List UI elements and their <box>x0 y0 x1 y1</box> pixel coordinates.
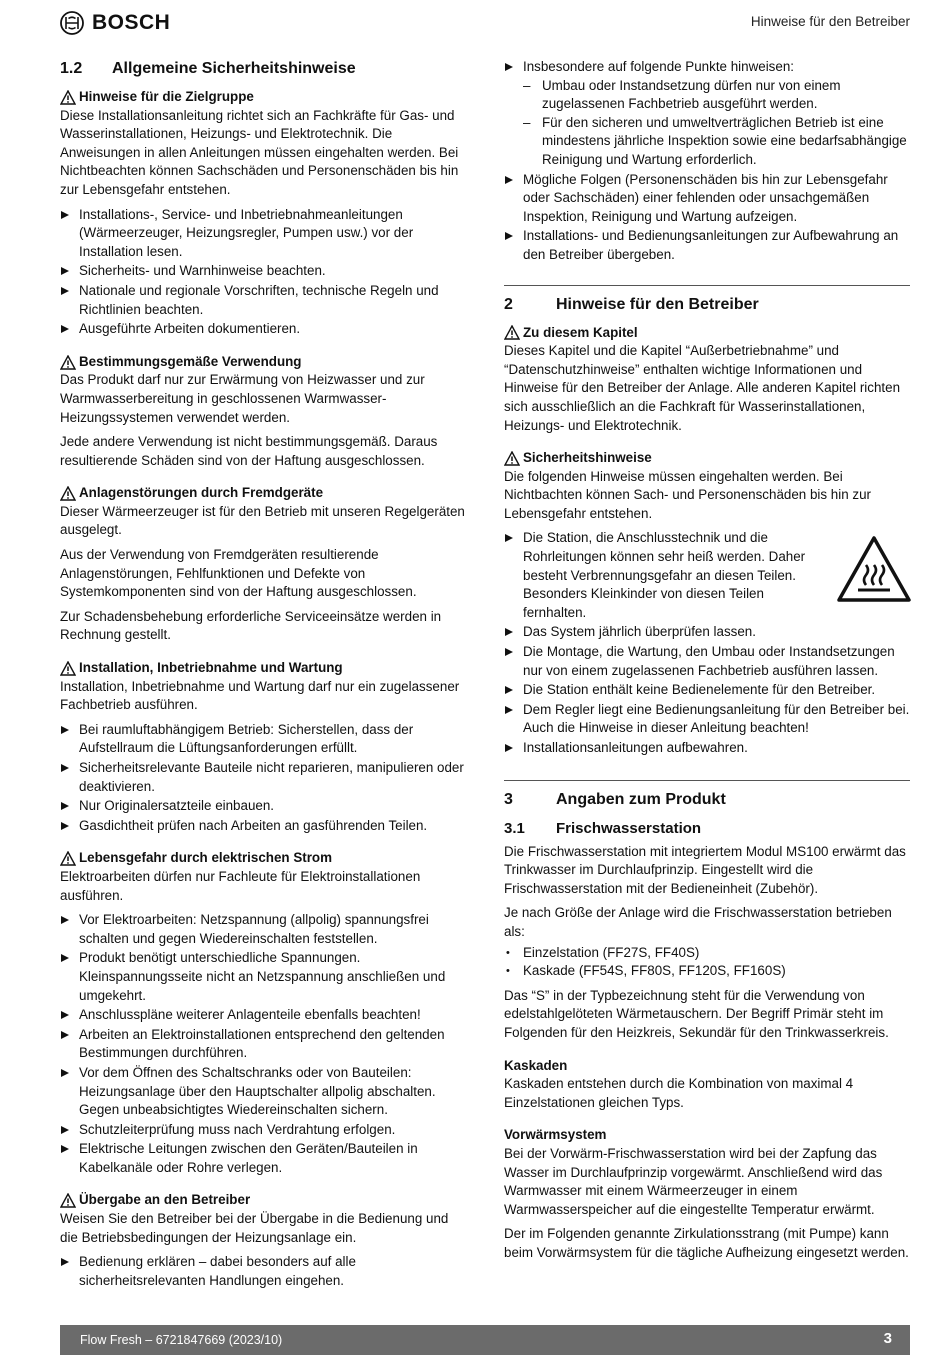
list-item: Dem Regler liegt eine Bedienungsanleitung für den Betreiber bei. Auch die Hinweise in dieser Anleitung beachten! <box>504 701 910 738</box>
warning-triangle-icon <box>60 90 76 105</box>
list-item: Die Station enthält keine Bedienelemente für den Betreiber. <box>504 681 910 700</box>
paragraph: Dieser Wärmeerzeuger ist für den Betrieb mit unseren Regelgeräten ausgelegt. <box>60 503 465 538</box>
list-item: Elektrische Leitungen zwischen den Geräten/Bauteilen in Kabelkanäle oder Rohre verlegen. <box>60 1140 465 1177</box>
warning-triangle-icon <box>504 451 520 466</box>
warning-heading: Lebensgefahr durch elektrischen Strom <box>60 849 465 868</box>
list-item: Vor Elektroarbeiten: Netzspannung (allpolig) spannungsfrei schalten und gegen Wiedereinschalten feststellen. <box>60 911 465 948</box>
list-item: Nur Originalersatzteile einbauen. <box>60 797 465 816</box>
section-heading-2 <box>504 294 910 316</box>
paragraph: Dieses Kapitel und die Kapitel “Außerbetriebnahme” und “Datenschutzhinweise” enthalten wichtige Informationen und Hinweise für den Betreiber der Anlage. Alle anderen Kapitel richten sich ausschließlich an die Fachkraft für Wasserinstallationen, Heizungs- und Elektrotechnik. <box>504 343 901 433</box>
right-column <box>504 58 910 1268</box>
dot-list <box>504 944 910 981</box>
warning-triangle-icon <box>60 851 76 866</box>
list-item: Sicherheitsrelevante Bauteile nicht reparieren, manipulieren oder deaktivieren. <box>60 759 465 796</box>
section-heading-3 <box>504 789 910 811</box>
list-item: • Kaskade (FF54S, FF80S, FF120S, FF160S) <box>504 962 910 981</box>
list-item: Gasdichtheit prüfen nach Arbeiten an gasführenden Teilen. <box>60 817 465 836</box>
list-item: Die Station, die Anschlusstechnik und die Rohrleitungen können sehr heiß werden. Daher besteht Verbrennungsgefahr an diesen Teilen. Besonders Kleinkinder von diesen Teilen fernhalten. <box>504 529 910 622</box>
warning-heading: Zu diesem Kapitel <box>504 324 910 343</box>
warning-triangle-icon <box>60 486 76 501</box>
list-item: Die Montage, die Wartung, den Umbau oder Instandsetzungen nur von einem zugelassenen Fachbetrieb ausführen lassen. <box>504 643 910 680</box>
list-item: • Einzelstation (FF27S, FF40S) <box>504 944 910 963</box>
warning-triangle-icon <box>504 325 520 340</box>
warning-triangle-icon <box>60 355 76 370</box>
section-title: Angaben zum Produkt <box>556 790 726 808</box>
list-item: Installations- und Bedienungsanleitungen zur Aufbewahrung an den Betreiber übergeben. <box>504 227 910 264</box>
bullet-list <box>60 1253 465 1290</box>
paragraph: Kaskaden entstehen durch die Kombination von maximal 4 Einzelstationen gleichen Typs. <box>504 1076 854 1110</box>
paragraph: Aus der Verwendung von Fremdgeräten resultierende Anlagenstörungen, Fehlfunktionen und Defekte von Systemkomponenten sind von der Haftung ausgeschlossen. <box>60 547 417 600</box>
bullet-list <box>60 911 465 1177</box>
dash-list <box>523 77 910 170</box>
list-item: Produkt benötigt unterschiedliche Spannungen. Kleinspannungsseite nicht an Netzspannung anschließen und umgekehrt. <box>60 949 465 1005</box>
subheading-vorwaermsystem: Vorwärmsystem <box>504 1127 607 1143</box>
list-item: Insbesondere auf folgende Punkte hinweisen: – Umbau oder Instandsetzung dürfen nur von einem zugelassenen Fachbetrieb ausgeführt werden. – Für den sicheren und umweltverträglichen Betrieb ist eine mindestens jährliche Inspektion sowie eine bedarfsabhängige Reinigung und Wartung erforderlich. <box>504 58 910 170</box>
paragraph: Diese Installationsanleitung richtet sich an Fachkräfte für Gas- und Wasserinstallationen, Heizungs- und Elektrotechnik. Die Anweisungen in allen Anleitungen müssen eingehalten werden. Bei Nichtbeachten können Sachschäden und Personenschäden bis hin zur Lebensgefahr entstehen. <box>60 107 459 197</box>
dash-item: – Für den sicheren und umweltverträglichen Betrieb ist eine mindestens jährliche Inspektion sowie eine bedarfsabhängige Reinigung und Wartung erforderlich. <box>523 114 910 170</box>
paragraph: Installation, Inbetriebnahme und Wartung darf nur ein zugelassener Fachbetrieb ausführen. <box>60 678 460 713</box>
warning-heading: Sicherheitshinweise <box>504 449 910 468</box>
paragraph: Das “S” in der Typbezeichnung steht für die Verwendung von edelstahlgelöteten Wärmetauschern. Der Begriff Primär steht im Folgenden für den Heizkreis, Sekundär für den Trinkwasserkreis. <box>504 987 889 1040</box>
paragraph: Zur Schadensbehebung erforderliche Serviceeinsätze werden in Rechnung gestellt. <box>60 608 442 643</box>
dash-item: – Umbau oder Instandsetzung dürfen nur von einem zugelassenen Fachbetrieb ausgeführt werden. <box>523 77 910 114</box>
list-item: Nationale und regionale Vorschriften, technische Regeln und Richtlinien beachten. <box>60 282 465 319</box>
page-number: 3 <box>883 1330 892 1347</box>
bullet-list <box>60 206 465 339</box>
warning-heading: Installation, Inbetriebnahme und Wartung <box>60 659 465 678</box>
warning-heading: Bestimmungsgemäße Verwendung <box>60 353 465 372</box>
paragraph: Jede andere Verwendung ist nicht bestimmungsgemäß. Daraus resultierende Schäden sind von der Haftung ausgeschlossen. <box>60 434 438 468</box>
list-item: Sicherheits- und Warnhinweise beachten. <box>60 262 465 281</box>
warning-triangle-icon <box>60 661 76 676</box>
paragraph: Je nach Größe der Anlage wird die Frischwasserstation betrieben als: <box>504 905 892 939</box>
page-header <box>0 0 950 46</box>
paragraph: Der im Folgenden genannte Zirkulationsstrang (mit Pumpe) kann beim Vorwärmsystem für die tägliche Aufheizung eingesetzt werden. <box>504 1226 909 1260</box>
document-id: Flow Fresh – 6721847669 (2023/10) <box>80 1333 283 1347</box>
paragraph: Die folgenden Hinweise müssen eingehalten werden. Bei Nichtbachten können Sach- und Personenschäden bis hin zur Lebensgefahr entstehen. <box>504 468 871 521</box>
section-heading-3-1 <box>504 819 910 839</box>
warning-triangle-icon <box>60 1193 76 1208</box>
bullet-list <box>60 721 465 836</box>
section-number: 3 <box>504 790 513 808</box>
paragraph: Elektroarbeiten dürfen nur Fachleute für Elektroinstallationen ausführen. <box>60 868 421 903</box>
list-item: Bei raumluftabhängigem Betrieb: Sicherstellen, dass der Aufstellraum die Lüftungsanforderungen erfüllt. <box>60 721 465 758</box>
section-number: 3.1 <box>504 819 525 837</box>
section-title: Frischwasserstation <box>556 819 702 837</box>
paragraph: Bei der Vorwärm-Frischwasserstation wird bei der Zapfung das Wasser im Durchlaufprinzip vorgewärmt. Anschließend wird das Warmwasser mit einem Wärmeerzeuger in einem Warmwasserspeicher auf die eingestellte Temperatur erwärmt. <box>504 1145 883 1217</box>
section-heading-1-2 <box>60 58 465 80</box>
subheading-kaskaden: Kaskaden <box>504 1057 568 1073</box>
list-item: Installationsanleitungen aufbewahren. <box>504 739 910 758</box>
bullet-list <box>504 58 910 265</box>
paragraph: Das Produkt darf nur zur Erwärmung von Heizwasser und zur Warmwasserbereitung in geschlossenen Warmwasser-Heizungssystemen verwendet werden. <box>60 372 425 425</box>
list-item: Vor dem Öffnen des Schaltschranks oder von Bauteilen: Heizungsanlage über den Hauptschalter allpolig abschalten. Gegen unbeabsichtigtes Wiedereinschalten sichern. <box>60 1064 465 1120</box>
bosch-armature-icon <box>60 11 84 35</box>
running-header: Hinweise für den Betreiber <box>750 14 910 29</box>
section-number: 2 <box>504 295 513 313</box>
list-item: Das System jährlich überprüfen lassen. <box>504 623 910 642</box>
brand-name: BOSCH <box>92 10 171 34</box>
section-title: Allgemeine Sicherheitshinweise <box>112 60 356 77</box>
brand-logo <box>60 10 170 36</box>
list-item: Ausgeführte Arbeiten dokumentieren. <box>60 320 465 339</box>
warning-heading: Hinweise für die Zielgruppe <box>60 88 465 107</box>
list-item: Anschlusspläne weiterer Anlagenteile ebenfalls beachten! <box>60 1006 465 1025</box>
list-item: Arbeiten an Elektroinstallationen entsprechend den geltenden Bestimmungen durchführen. <box>60 1026 465 1063</box>
list-item: Installations-, Service- und Inbetriebnahmeanleitungen (Wärmeerzeuger, Heizungsregler, Pumpen usw.) vor der Installation lesen. <box>60 206 465 262</box>
paragraph: Weisen Sie den Betreiber bei der Übergabe in die Bedienung und die Betriebsbedingungen der Heizungsanlage ein. <box>60 1211 449 1245</box>
warning-heading: Übergabe an den Betreiber <box>60 1191 465 1210</box>
left-column <box>60 58 465 1296</box>
list-item: Mögliche Folgen (Personenschäden bis hin zur Lebensgefahr oder Sachschäden) einer fehlenden oder unsachgemäßen Inspektion, Reinigung und Wartung aufzeigen. <box>504 171 910 227</box>
paragraph: Die Frischwasserstation mit integriertem Modul MS100 erwärmt das Trinkwasser im Durchlaufprinzip. Eingestellt wird die Frischwasserstation mit der Bedieneinheit (Zubehör). <box>504 843 906 896</box>
section-title: Hinweise für den Betreiber <box>556 295 759 313</box>
section-number: 1.2 <box>60 60 83 77</box>
bullet-list <box>504 529 910 757</box>
warning-heading: Anlagenstörungen durch Fremdgeräte <box>60 484 465 503</box>
list-item: Bedienung erklären – dabei besonders auf alle sicherheitsrelevanten Handlungen eingehen. <box>60 1253 465 1290</box>
list-item: Schutzleiterprüfung muss nach Verdrahtung erfolgen. <box>60 1121 465 1140</box>
page-footer <box>60 1325 910 1355</box>
